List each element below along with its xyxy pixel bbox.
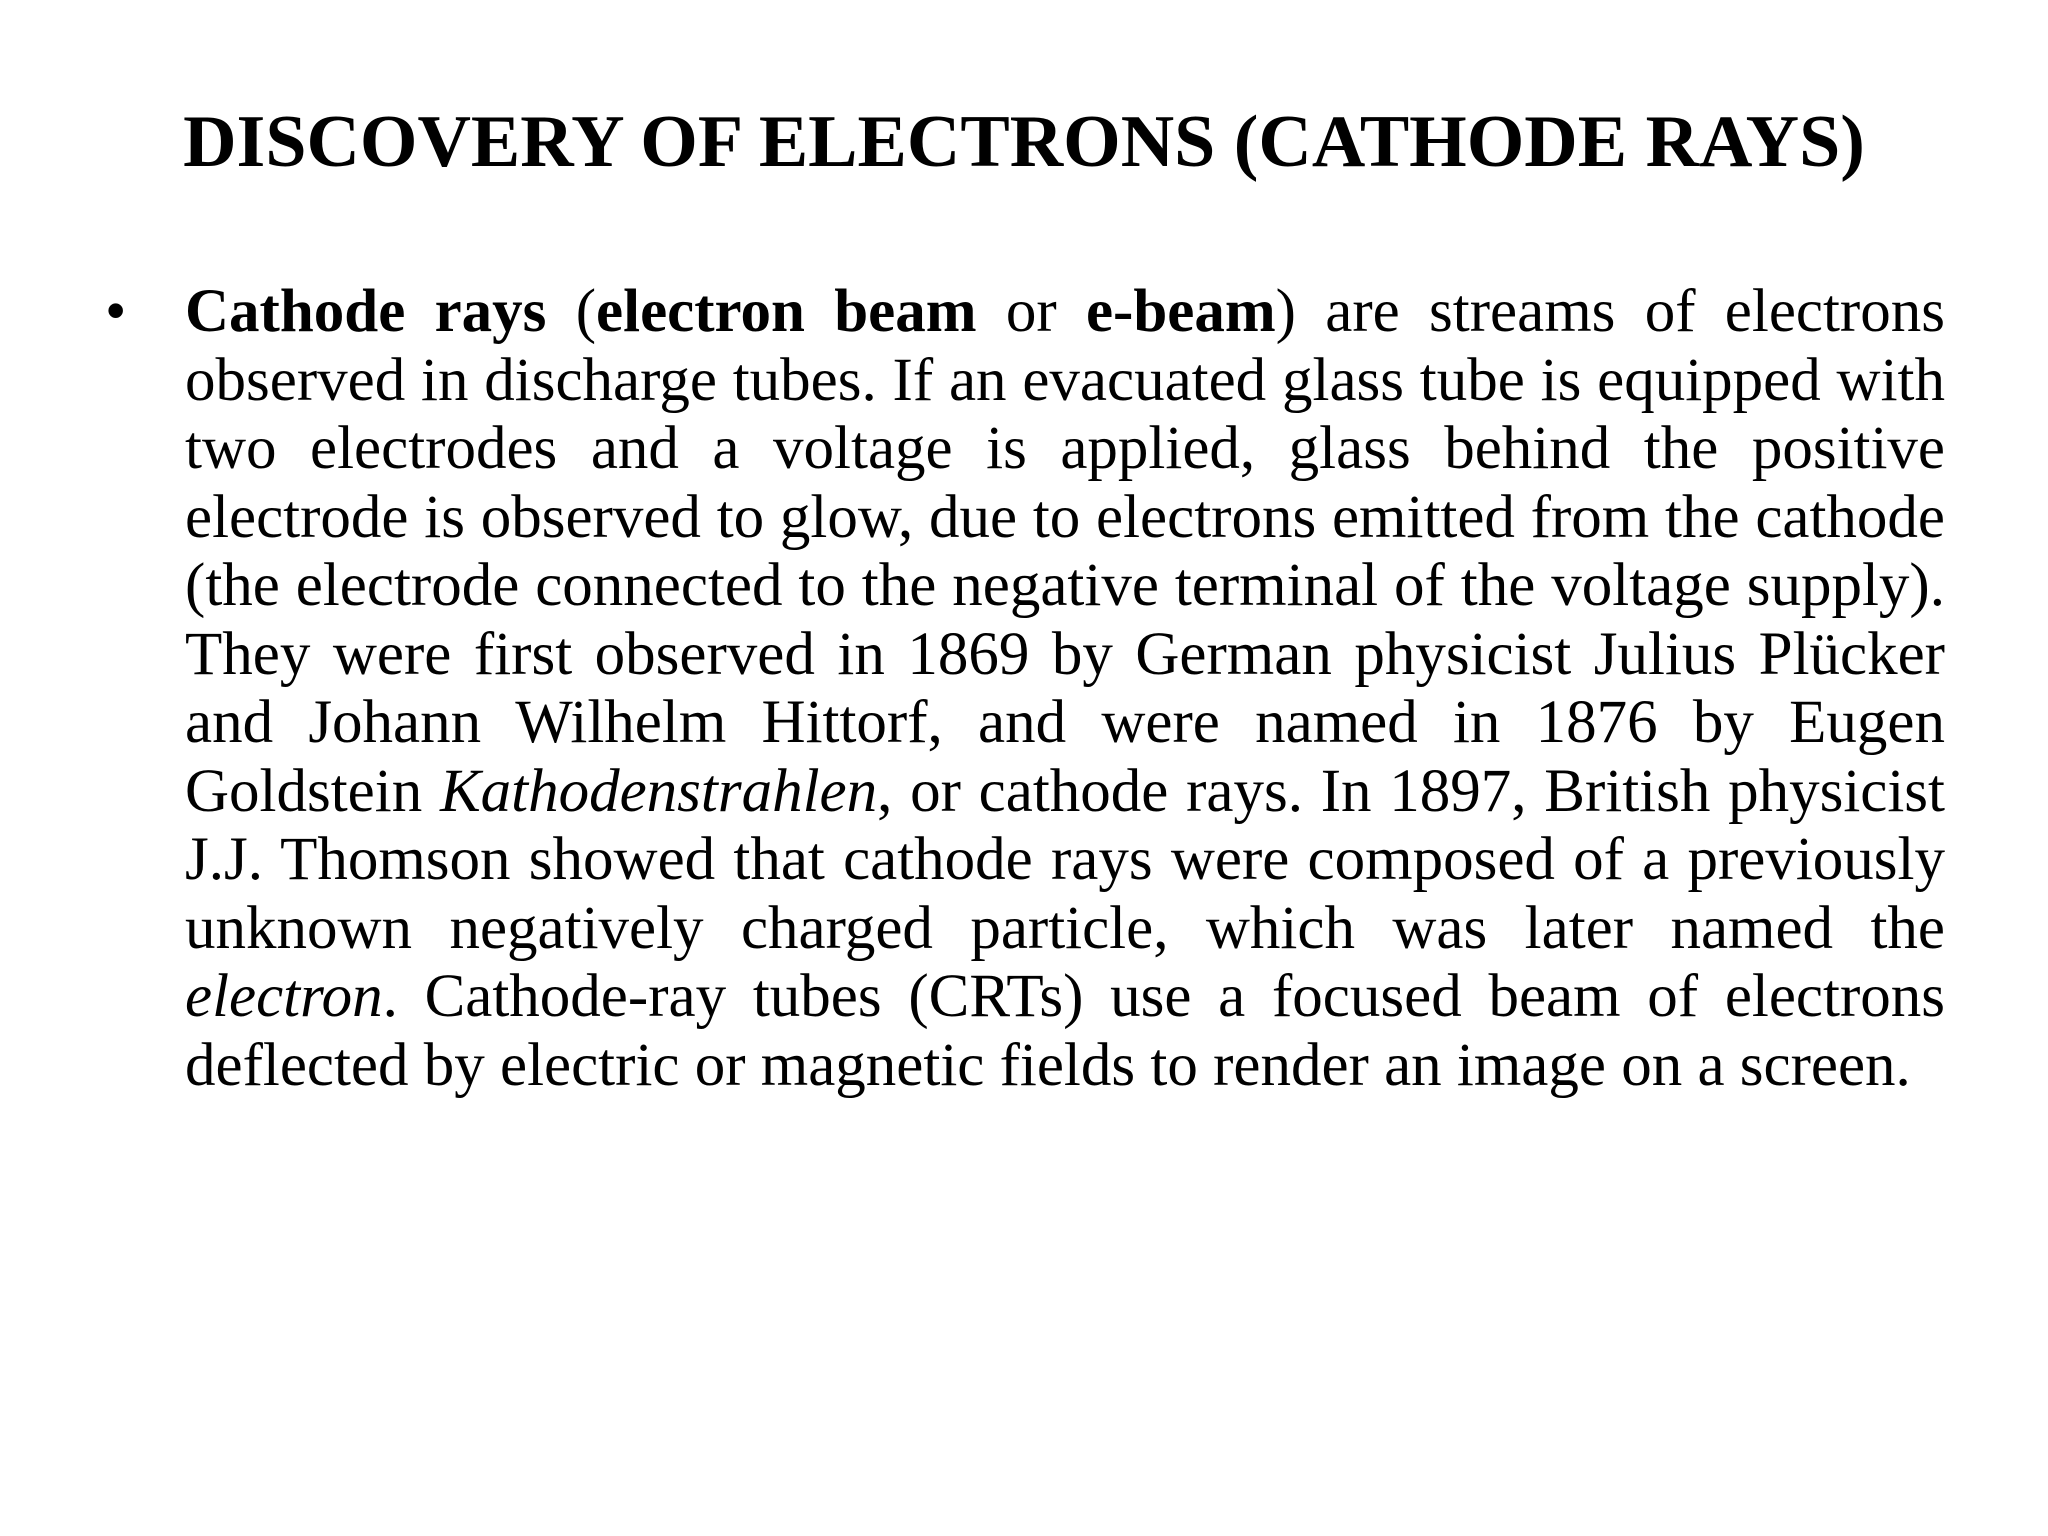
term-kathodenstrahlen: Kathodenstrahlen [439, 757, 878, 825]
text-segment: , or cathode rays. In 1897, British physicist J.J. Thomson showed that cathode rays were composed of a previously unknown negatively charged particle, which was later named the [185, 757, 1945, 962]
text-segment: or [976, 278, 1086, 345]
bullet-item-cathode-rays [105, 278, 1945, 1100]
text-segment: ) are streams of electrons observed in discharge tubes. If an evacuated glass tube is equipped with two electrodes and a voltage is applied, glass behind the positive electrode is observed to glow, due to electrons emitted from the cathode (the electrode connected to the negative terminal of the voltage supply). They were first observed in 1869 by German physicist Julius Plücker and Johann Wilhelm Hittorf, and were named in 1876 by Eugen Goldstein [185, 278, 1945, 825]
term-e-beam: e-beam [1085, 278, 1276, 345]
text-segment: . Cathode-ray tubes (CRTs) use a focused beam of electrons deflected by electric or magnetic fields to render an image on a screen. [185, 963, 1945, 1099]
term-cathode-rays: Cathode rays [185, 278, 547, 345]
text-segment: ( [546, 278, 597, 345]
bullet-marker: • [105, 278, 127, 345]
term-electron-beam: electron beam [596, 278, 977, 345]
term-electron: electron [185, 963, 383, 1030]
slide-title: DISCOVERY OF ELECTRONS (CATHODE RAYS) [183, 101, 1865, 183]
bullet-list [105, 278, 1945, 1100]
